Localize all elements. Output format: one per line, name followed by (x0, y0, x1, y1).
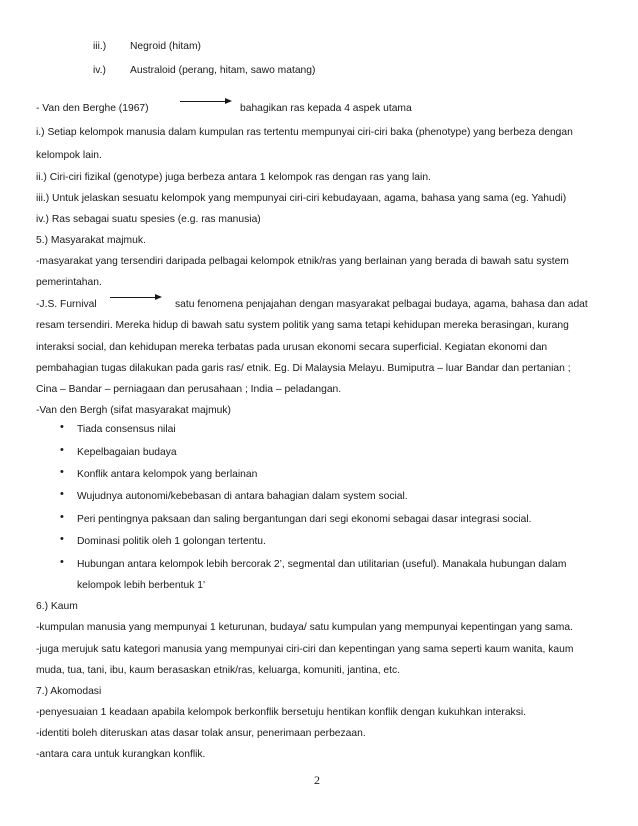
body-line: -penyesuaian 1 keadaan apabila kelompok berkonflik bersetuju hentikan konflik dengan kukuhkan interaksi. (36, 707, 526, 718)
list-item-num: iv.) (93, 65, 106, 76)
furnival-text: satu fenomena penjajahan dengan masyarakat pelbagai budaya, agama, bahasa dan adat (175, 299, 588, 310)
body-line: i.) Setiap kelompok manusia dalam kumpulan ras tertentu mempunyai ciri-ciri baka (phenotype) yang berbeza dengan (36, 127, 573, 138)
bullet-icon: • (60, 533, 64, 545)
vdb-1967-text: bahagikan ras kepada 4 aspek utama (240, 103, 412, 114)
furnival-label: -J.S. Furnival (36, 299, 97, 310)
body-line: -identiti boleh diteruskan atas dasar tolak ansur, penerimaan perbezaan. (36, 728, 366, 739)
section-heading: 6.) Kaum (36, 601, 78, 612)
section-heading: 7.) Akomodasi (36, 686, 102, 697)
body-line: iii.) Untuk jelaskan sesuatu kelompok yang mempunyai ciri-ciri kebudayaan, agama, bahasa yang sama (eg. Yahudi) (36, 193, 567, 204)
bullet-icon: • (60, 444, 64, 456)
body-line: Cina – Bandar – perniagaan dan perusahaan ; India – peladangan. (36, 384, 342, 395)
bullet-item: Dominasi politik oleh 1 golongan tertentu. (77, 536, 266, 547)
bullet-item-continuation: kelompok lebih berbentuk 1’ (77, 580, 206, 591)
bullet-icon: • (60, 466, 64, 478)
bullet-icon: • (60, 488, 64, 500)
body-line: kelompok lain. (36, 150, 102, 161)
body-line: -juga merujuk satu kategori manusia yang mempunyai ciri-ciri dan kepentingan yang sama seperti kaum wanita, kaum (36, 644, 574, 655)
body-line: -masyarakat yang tersendiri daripada pelbagai kelompok etnik/ras yang berlainan yang berada di bawah satu system (36, 256, 569, 267)
bullet-icon: • (60, 556, 64, 568)
body-line: pemerintahan. (36, 277, 102, 288)
body-line: ii.) Ciri-ciri fizikal (genotype) juga berbeza antara 1 kelompok ras dengan ras yang lain. (36, 172, 431, 183)
body-line: resam tersendiri. Mereka hidup di bawah satu system politik yang sama tetapi kehidupan mereka berasingan, kurang (36, 320, 569, 331)
bullet-icon: • (60, 421, 64, 433)
bullet-item: Konflik antara kelompok yang berlainan (77, 469, 258, 480)
bullet-item: Kepelbagaian budaya (77, 447, 177, 458)
section-heading: 5.) Masyarakat majmuk. (36, 235, 146, 246)
bullet-item: Tiada consensus nilai (77, 424, 176, 435)
list-item-text: Negroid (hitam) (130, 41, 201, 52)
body-line: iv.) Ras sebagai suatu spesies (e.g. ras manusia) (36, 214, 261, 225)
page-number: 2 (314, 773, 320, 787)
vdb-1967-label: - Van den Berghe (1967) (36, 103, 149, 114)
list-item-text: Australoid (perang, hitam, sawo matang) (130, 65, 316, 76)
body-line: pembahagian tugas dilakukan pada garis ras/ etnik. Eg. Di Malaysia Melayu. Bumiputra – luar Bandar dan pertanian ; (36, 363, 571, 374)
list-item-num: iii.) (93, 41, 107, 52)
right-arrow-icon (180, 101, 230, 102)
body-line: interaksi social, dan kehidupan mereka terbatas pada urusan ekonomi secara superficial. Kegiatan ekonomi dan (36, 342, 548, 353)
bullet-item: Peri pentingnya paksaan dan saling bergantungan dari segi ekonomi sebagai dasar integrasi social. (77, 514, 532, 525)
right-arrow-icon (110, 297, 160, 298)
body-line: -kumpulan manusia yang mempunyai 1 keturunan, budaya/ satu kumpulan yang mempunyai kepentingan yang sama. (36, 622, 573, 633)
bullet-item: Hubungan antara kelompok lebih bercorak 2’, segmental dan utilitarian (useful). Manakala hubungan dalam (77, 559, 567, 570)
bullet-item: Wujudnya autonomi/kebebasan di antara bahagian dalam system social. (77, 491, 408, 502)
body-line: muda, tua, tani, ibu, kaum berasaskan etnik/ras, keluarga, komuniti, jantina, etc. (36, 665, 401, 676)
body-line: -Van den Bergh (sifat masyarakat majmuk) (36, 405, 231, 416)
body-line: -antara cara untuk kurangkan konflik. (36, 749, 206, 760)
bullet-icon: • (60, 511, 64, 523)
